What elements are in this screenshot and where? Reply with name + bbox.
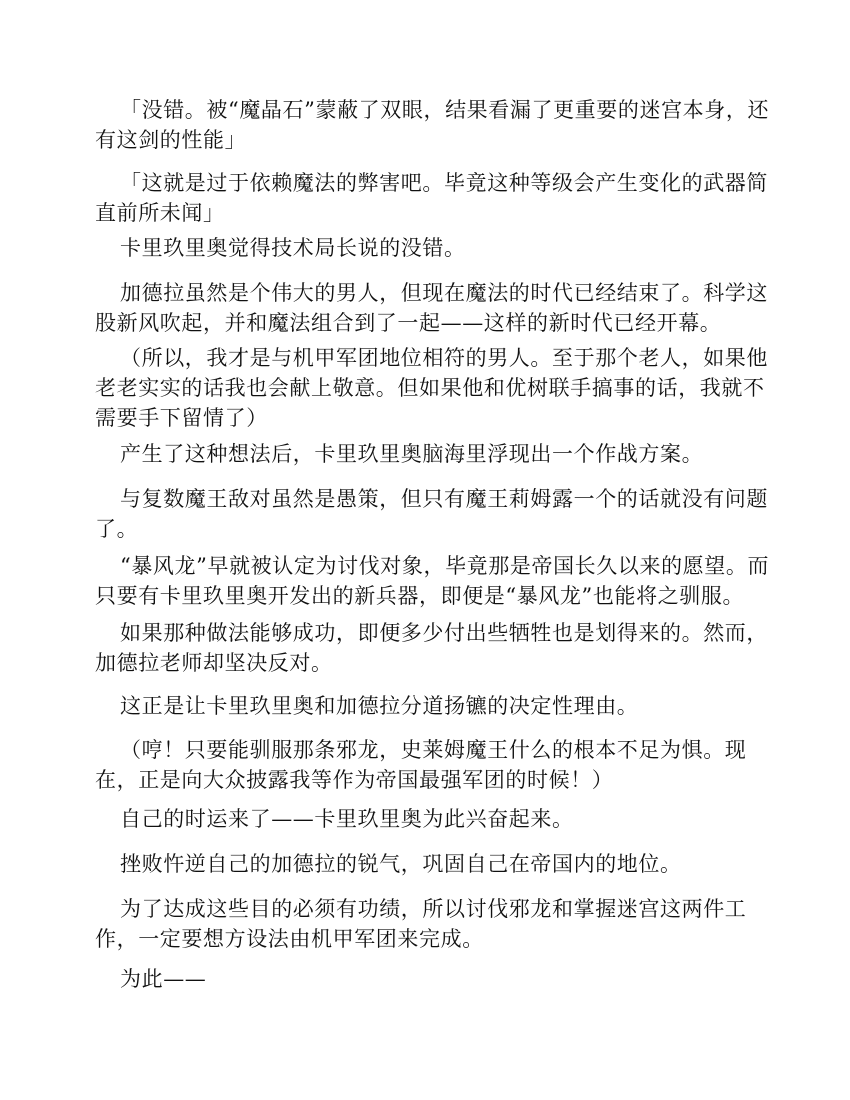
paragraph-10: 这正是让卡里玖里奥和加德拉分道扬镳的决定性理由。 [120, 694, 639, 718]
paragraph-8: “暴风龙”早就被认定为讨伐对象，毕竟那是帝国长久以来的愿望。而只要有卡里玖里奥开发出的新兵器，即便是“暴风龙”也能将之驯服。 [95, 554, 770, 608]
paragraph-2: 「这就是过于依赖魔法的弊害吧。毕竟这种等级会产生变化的武器简直前所未闻」 [95, 171, 768, 225]
paragraph-5: （所以，我才是与机甲军团地位相符的男人。至于那个老人，如果他老老实实的话我也会献上敬意。但如果他和优树联手搞事的话，我就不需要手下留情了） [95, 346, 768, 430]
paragraph-9: 如果那种做法能够成功，即便多少付出些牺牲也是划得来的。然而，加德拉老师却坚决反对。 [95, 621, 768, 675]
paragraph-12: 自己的时运来了——卡里玖里奥为此兴奋起来。 [120, 807, 574, 831]
paragraph-4: 加德拉虽然是个伟大的男人，但现在魔法的时代已经结束了。科学这股新风吹起，并和魔法组合到了一起——这样的新时代已经开幕。 [95, 281, 768, 335]
paragraph-7: 与复数魔王敌对虽然是愚策，但只有魔王莉姆露一个的话就没有问题了。 [95, 487, 768, 541]
paragraph-1: 「没错。被“魔晶石”蒙蔽了双眼，结果看漏了更重要的迷宫本身，还有这剑的性能」 [95, 98, 770, 152]
paragraph-14: 为了达成这些目的必须有功绩，所以讨伐邪龙和掌握迷宫这两件工作，一定要想方设法由机甲军团来完成。 [95, 897, 747, 951]
paragraph-6: 产生了这种想法后，卡里玖里奥脑海里浮现出一个作战方案。 [120, 442, 704, 466]
paragraph-3: 卡里玖里奥觉得技术局长说的没错。 [120, 236, 466, 260]
paragraph-11: （哼！只要能驯服那条邪龙，史莱姆魔王什么的根本不足为惧。现在，正是向大众披露我等作为帝国最强军团的时候！） [95, 738, 747, 792]
paragraph-13: 挫败忤逆自己的加德拉的锐气，巩固自己在帝国内的地位。 [120, 852, 682, 876]
paragraph-15: 为此—— [120, 967, 207, 991]
